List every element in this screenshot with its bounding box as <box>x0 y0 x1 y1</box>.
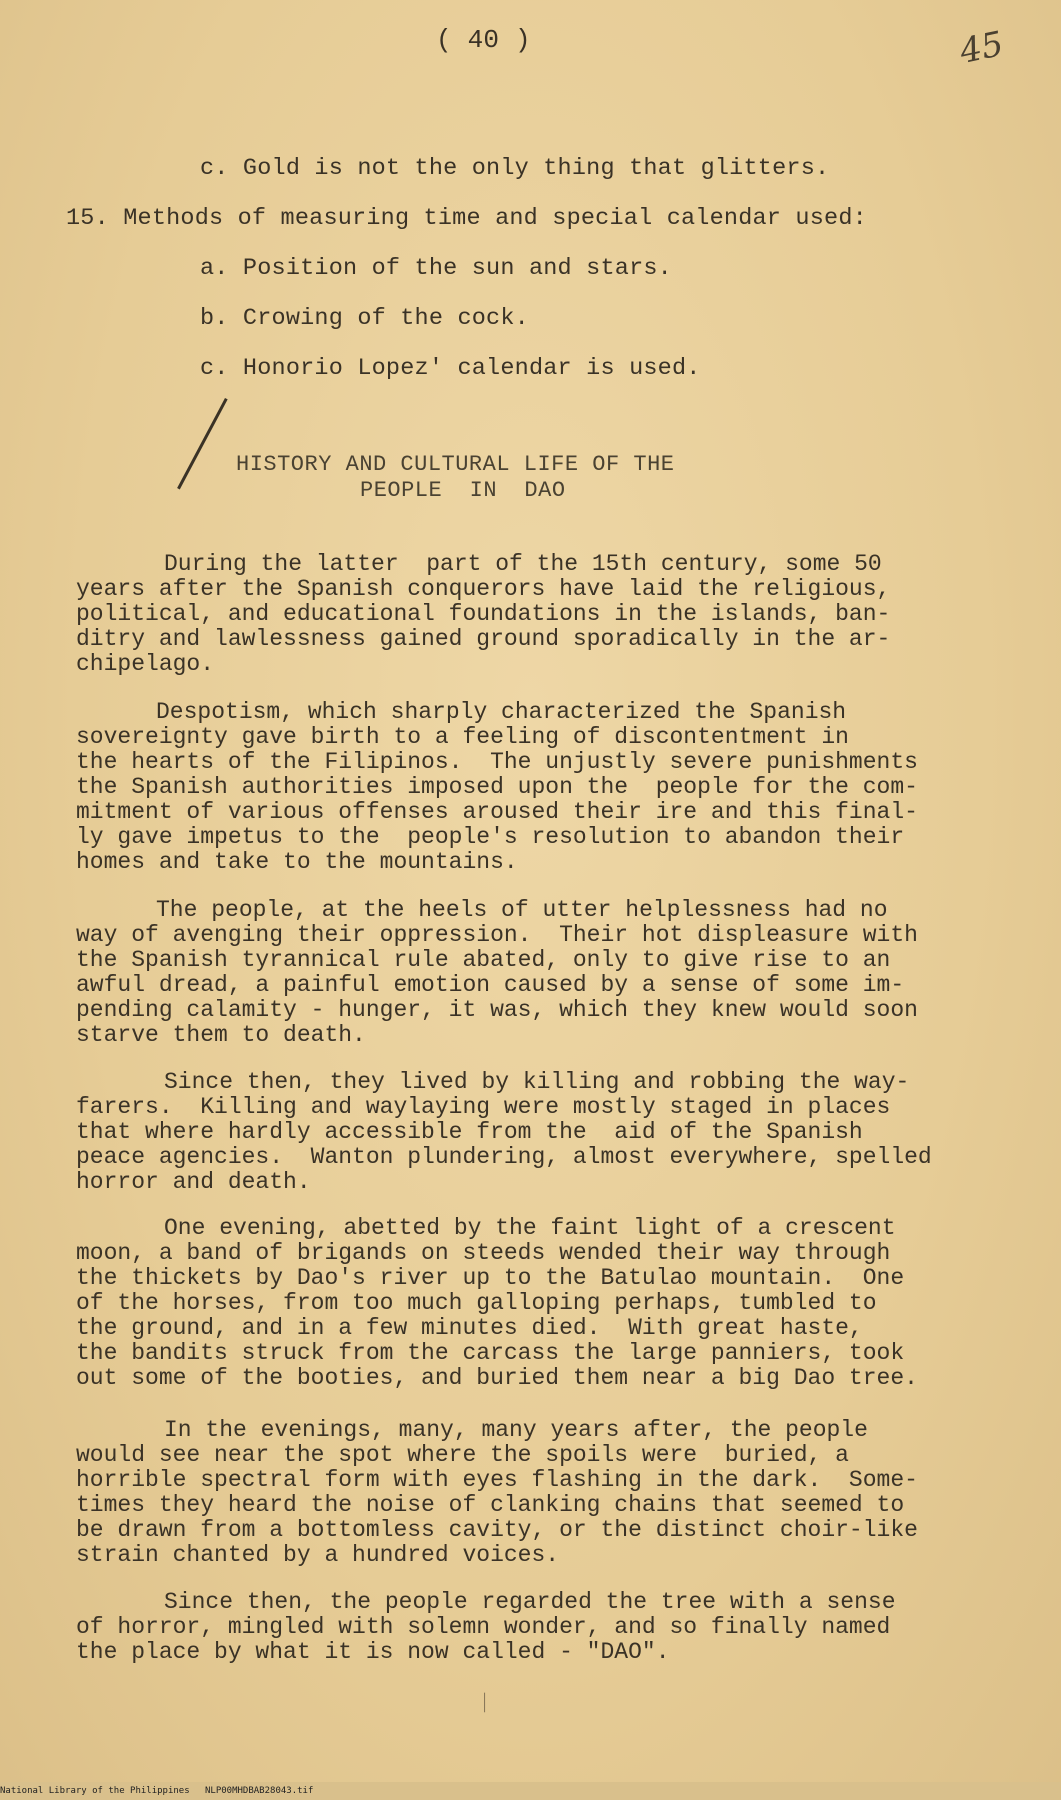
list-item: c. Honorio Lopez' calendar is used. <box>200 355 701 382</box>
paragraph <box>76 1418 996 1568</box>
pencil-tick-mark: ᛁ <box>478 1692 492 1717</box>
list-item: 15. Methods of measuring time and special calendar used: <box>66 205 867 232</box>
text-line: the Spanish authorities imposed upon the people for the com- <box>76 774 918 800</box>
text-line: awful dread, a painful emotion caused by a sense of some im- <box>76 972 905 998</box>
text-line: that where hardly accessible from the aid of the Spanish <box>76 1119 863 1145</box>
text-line: be drawn from a bottomless cavity, or the distinct choir-like <box>76 1517 918 1543</box>
list-item: c. Gold is not the only thing that glitters. <box>200 155 830 182</box>
text-line: out some of the booties, and buried them near a big Dao tree. <box>76 1365 918 1391</box>
text-line: the thickets by Dao's river up to the Batulao mountain. One <box>76 1265 905 1291</box>
text-line: Since then, the people regarded the tree with a sense <box>164 1589 896 1615</box>
handwritten-page-mark: 45 <box>956 23 1007 73</box>
text-line: homes and take to the mountains. <box>76 849 518 875</box>
text-line: moon, a band of brigands on steeds wended their way through <box>76 1240 891 1266</box>
text-line: pending calamity - hunger, it was, which they knew would soon <box>76 997 918 1023</box>
text-line: the hearts of the Filipinos. The unjustly severe punishments <box>76 749 918 775</box>
text-line: ditry and lawlessness gained ground sporadically in the ar- <box>76 626 891 652</box>
paragraph <box>76 1590 996 1665</box>
paragraph <box>76 1070 996 1195</box>
text-line: sovereignty gave birth to a feeling of discontentment in <box>76 724 849 750</box>
text-line: ly gave impetus to the people's resolution to abandon their <box>76 824 905 850</box>
text-line: peace agencies. Wanton plundering, almost everywhere, spelled <box>76 1144 932 1170</box>
text-line: One evening, abetted by the faint light of a crescent <box>164 1215 896 1241</box>
text-line: would see near the spot where the spoils were buried, a <box>76 1442 849 1468</box>
text-line: of horror, mingled with solemn wonder, and so finally named <box>76 1614 891 1640</box>
pen-slash-mark <box>177 398 228 489</box>
text-line: of the horses, from too much galloping perhaps, tumbled to <box>76 1290 877 1316</box>
text-line: the place by what it is now called - "DAO". <box>76 1639 670 1665</box>
text-line: political, and educational foundations in the islands, ban- <box>76 601 891 627</box>
paragraph <box>76 700 996 875</box>
text-line: farers. Killing and waylaying were mostly staged in places <box>76 1094 891 1120</box>
paragraph <box>76 898 996 1048</box>
section-heading-line-1: HISTORY AND CULTURAL LIFE OF THE <box>236 452 675 477</box>
text-line: the bandits struck from the carcass the large panniers, took <box>76 1340 905 1366</box>
text-line: starve them to death. <box>76 1022 366 1048</box>
paragraph <box>76 1216 996 1391</box>
list-item: b. Crowing of the cock. <box>200 305 529 332</box>
page-number: ( 40 ) <box>436 25 531 55</box>
section-heading-line-2: PEOPLE IN DAO <box>360 478 566 503</box>
text-line: mitment of various offenses aroused their ire and this final- <box>76 799 918 825</box>
text-line: horrible spectral form with eyes flashing in the dark. Some- <box>76 1467 918 1493</box>
text-line: times they heard the noise of clanking chains that seemed to <box>76 1492 905 1518</box>
text-line: strain chanted by a hundred voices. <box>76 1542 560 1568</box>
text-line: the Spanish tyrannical rule abated, only to give rise to an <box>76 947 891 973</box>
library-credit: National Library of the Philippines <box>0 1786 190 1796</box>
text-line: horror and death. <box>76 1169 311 1195</box>
text-line: Despotism, which sharply characterized the Spanish <box>156 699 847 725</box>
file-id: NLP00MHDBAB28043.tif <box>205 1786 314 1796</box>
text-line: years after the Spanish conquerors have laid the religious, <box>76 576 891 602</box>
paragraph <box>76 552 996 677</box>
text-line: In the evenings, many, many years after, the people <box>164 1417 868 1443</box>
text-line: the ground, and in a few minutes died. With great haste, <box>76 1315 863 1341</box>
list-item: a. Position of the sun and stars. <box>200 255 672 282</box>
text-line: The people, at the heels of utter helplessness had no <box>156 897 888 923</box>
text-line: chipelago. <box>76 651 215 677</box>
text-line: During the latter part of the 15th century, some 50 <box>164 551 882 577</box>
text-line: way of avenging their oppression. Their hot displeasure with <box>76 922 918 948</box>
text-line: Since then, they lived by killing and robbing the way- <box>164 1069 910 1095</box>
